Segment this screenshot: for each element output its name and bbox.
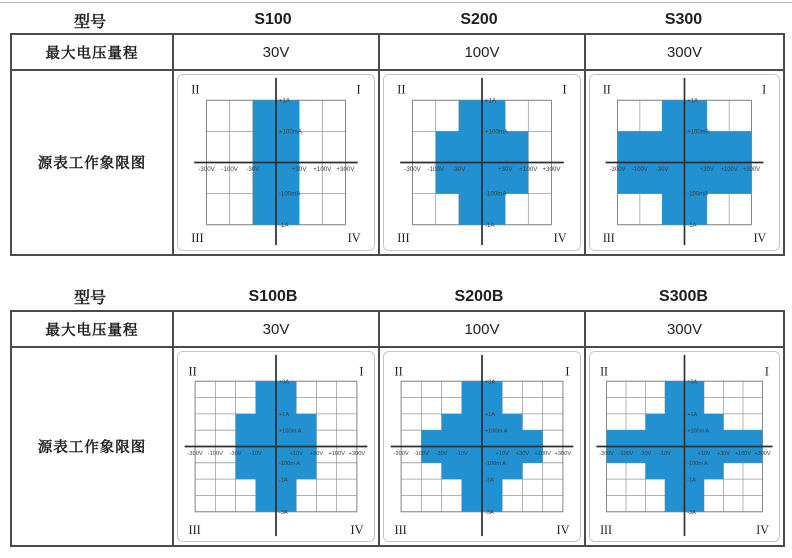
svg-text:+30V: +30V bbox=[717, 450, 730, 457]
svg-text:+10V: +10V bbox=[697, 450, 711, 457]
svg-text:-10V: -10V bbox=[659, 450, 671, 457]
svg-text:IV: IV bbox=[556, 523, 570, 538]
voltage-range-label-2: 最大电压量程 bbox=[12, 312, 172, 348]
svg-text:-30V: -30V bbox=[246, 166, 260, 174]
svg-text:-100V: -100V bbox=[413, 450, 429, 457]
svg-text:+100mA: +100mA bbox=[278, 128, 303, 136]
svg-text:II: II bbox=[397, 82, 406, 97]
svg-text:+100m A: +100m A bbox=[278, 428, 302, 435]
svg-text:-1A: -1A bbox=[687, 221, 697, 229]
model-header-row-2 bbox=[10, 283, 785, 310]
quadrant-chart-s200 bbox=[378, 71, 584, 254]
svg-text:-100mA: -100mA bbox=[278, 190, 301, 198]
svg-text:+30V: +30V bbox=[699, 166, 714, 174]
svg-text:+30V: +30V bbox=[309, 450, 324, 457]
svg-text:-100m A: -100m A bbox=[278, 460, 301, 467]
svg-text:-100V: -100V bbox=[207, 450, 223, 457]
svg-text:-300V: -300V bbox=[187, 450, 203, 457]
svg-text:I: I bbox=[562, 82, 567, 97]
chart-frame bbox=[589, 74, 780, 251]
svg-text:I: I bbox=[356, 82, 361, 97]
quadrant-chart-s100 bbox=[172, 71, 378, 254]
svg-text:+100V: +100V bbox=[720, 166, 738, 174]
quadrant-chart-s100b bbox=[172, 348, 378, 545]
svg-text:+3A: +3A bbox=[687, 379, 698, 386]
svg-text:+1A: +1A bbox=[484, 97, 497, 105]
svg-text:-1A: -1A bbox=[278, 221, 289, 229]
svg-text:-1A: -1A bbox=[484, 221, 495, 229]
chart-frame bbox=[177, 351, 375, 542]
svg-text:II: II bbox=[394, 364, 403, 379]
svg-text:+1A: +1A bbox=[687, 97, 699, 105]
svg-text:IV: IV bbox=[347, 231, 361, 246]
svg-text:-3A: -3A bbox=[484, 509, 494, 516]
svg-text:IV: IV bbox=[753, 230, 767, 246]
svg-text:III: III bbox=[602, 230, 615, 246]
svg-text:+300V: +300V bbox=[336, 166, 355, 174]
svg-text:III: III bbox=[397, 231, 410, 246]
content-area bbox=[10, 3, 785, 547]
svg-text:-100m A: -100m A bbox=[687, 460, 708, 468]
svg-text:IV: IV bbox=[756, 522, 769, 538]
svg-text:+1A: +1A bbox=[278, 411, 290, 419]
svg-text:-100V: -100V bbox=[427, 166, 444, 174]
svg-text:-300V: -300V bbox=[198, 166, 215, 174]
svg-text:-300V: -300V bbox=[609, 166, 626, 174]
svg-text:I: I bbox=[565, 364, 570, 379]
chart-frame bbox=[383, 351, 581, 542]
spec-table-1 bbox=[10, 33, 785, 256]
svg-text:IV: IV bbox=[553, 231, 567, 246]
svg-text:-100V: -100V bbox=[631, 166, 648, 174]
model-name-s100b: S100B bbox=[248, 287, 298, 305]
svg-text:+300V: +300V bbox=[554, 450, 572, 457]
svg-text:+100m A: +100m A bbox=[687, 428, 710, 435]
svg-text:+300V: +300V bbox=[754, 450, 771, 457]
svg-text:-10V: -10V bbox=[455, 450, 468, 457]
model-name-s300: S300 bbox=[664, 11, 703, 28]
svg-text:-1A: -1A bbox=[278, 477, 288, 484]
quadrant-row-label-2: 源表工作象限图 bbox=[37, 440, 147, 456]
svg-text:III: III bbox=[600, 522, 613, 538]
svg-text:I: I bbox=[764, 364, 769, 379]
svg-text:+300V: +300V bbox=[742, 166, 761, 174]
svg-text:-100V: -100V bbox=[221, 166, 238, 174]
svg-text:+3A: +3A bbox=[484, 379, 496, 386]
svg-text:-30V: -30V bbox=[655, 166, 669, 174]
model-name-s200b: S200B bbox=[454, 287, 504, 305]
svg-text:-300V: -300V bbox=[404, 166, 421, 174]
svg-text:+30V: +30V bbox=[515, 450, 530, 457]
svg-text:+100mA: +100mA bbox=[687, 128, 710, 136]
model-name-s200: S200 bbox=[460, 11, 498, 28]
quadrant-chart-s300b bbox=[584, 348, 783, 545]
svg-text:+30V: +30V bbox=[497, 166, 513, 174]
svg-text:+100m A: +100m A bbox=[484, 428, 508, 435]
voltage-value-s300b: 300V bbox=[584, 312, 783, 348]
svg-text:-30V: -30V bbox=[639, 450, 652, 457]
svg-text:-100mA: -100mA bbox=[687, 190, 709, 198]
svg-text:III: III bbox=[188, 523, 201, 538]
svg-text:-10V: -10V bbox=[249, 450, 262, 457]
svg-text:-30V: -30V bbox=[229, 450, 242, 457]
model-row-label: 型号 bbox=[73, 290, 106, 307]
svg-text:I: I bbox=[762, 82, 767, 97]
svg-text:+3A: +3A bbox=[278, 379, 290, 386]
voltage-value-s100b: 30V bbox=[172, 312, 378, 348]
svg-text:-300V: -300V bbox=[393, 450, 409, 457]
svg-text:+1A: +1A bbox=[278, 97, 291, 105]
voltage-value-s100: 30V bbox=[172, 35, 378, 71]
svg-text:II: II bbox=[600, 364, 609, 379]
svg-text:+100V: +100V bbox=[519, 166, 538, 174]
svg-text:-100m A: -100m A bbox=[484, 460, 507, 467]
svg-text:-30V: -30V bbox=[452, 166, 466, 174]
svg-text:-1A: -1A bbox=[484, 477, 494, 484]
svg-text:+30V: +30V bbox=[291, 166, 307, 174]
svg-text:IV: IV bbox=[350, 523, 364, 538]
model-name-s300b: S300B bbox=[659, 287, 708, 305]
svg-text:III: III bbox=[394, 523, 407, 538]
model-row-label: 型号 bbox=[73, 13, 106, 31]
spec-table-2 bbox=[10, 310, 785, 547]
svg-text:II: II bbox=[191, 82, 200, 97]
svg-text:+1A: +1A bbox=[687, 411, 698, 419]
voltage-value-s200: 100V bbox=[378, 35, 584, 71]
quadrant-row-label-1: 源表工作象限图 bbox=[37, 156, 147, 172]
svg-text:-100mA: -100mA bbox=[484, 190, 507, 198]
svg-text:I: I bbox=[359, 364, 364, 379]
svg-text:-3A: -3A bbox=[687, 509, 696, 516]
svg-text:+100V: +100V bbox=[734, 450, 751, 457]
svg-text:+300V: +300V bbox=[348, 450, 366, 457]
svg-text:+100V: +100V bbox=[313, 166, 332, 174]
svg-text:-100V: -100V bbox=[618, 450, 634, 457]
svg-text:+10V: +10V bbox=[495, 450, 509, 457]
svg-text:+300V: +300V bbox=[542, 166, 561, 174]
chart-frame bbox=[177, 74, 375, 251]
model-name-s100: S100 bbox=[254, 11, 292, 28]
svg-text:-30V: -30V bbox=[435, 450, 448, 457]
svg-text:+1A: +1A bbox=[484, 411, 496, 419]
quadrant-chart-s200b bbox=[378, 348, 584, 545]
voltage-range-label-1: 最大电压量程 bbox=[12, 35, 172, 71]
chart-frame bbox=[589, 351, 780, 542]
quadrant-chart-s300 bbox=[584, 71, 783, 254]
svg-text:III: III bbox=[191, 231, 204, 246]
svg-text:II: II bbox=[602, 82, 611, 97]
svg-text:+10V: +10V bbox=[289, 450, 303, 457]
svg-text:-300V: -300V bbox=[599, 450, 614, 457]
svg-text:-3A: -3A bbox=[278, 509, 288, 516]
svg-text:-1A: -1A bbox=[687, 477, 696, 484]
chart-frame bbox=[383, 74, 581, 251]
svg-text:II: II bbox=[188, 364, 197, 379]
voltage-value-s300: 300V bbox=[584, 35, 783, 71]
voltage-value-s200b: 100V bbox=[378, 312, 584, 348]
model-header-row-1 bbox=[10, 7, 785, 33]
svg-text:+100V: +100V bbox=[534, 450, 551, 457]
svg-text:+100mA: +100mA bbox=[484, 128, 509, 136]
svg-text:+100V: +100V bbox=[328, 450, 345, 457]
